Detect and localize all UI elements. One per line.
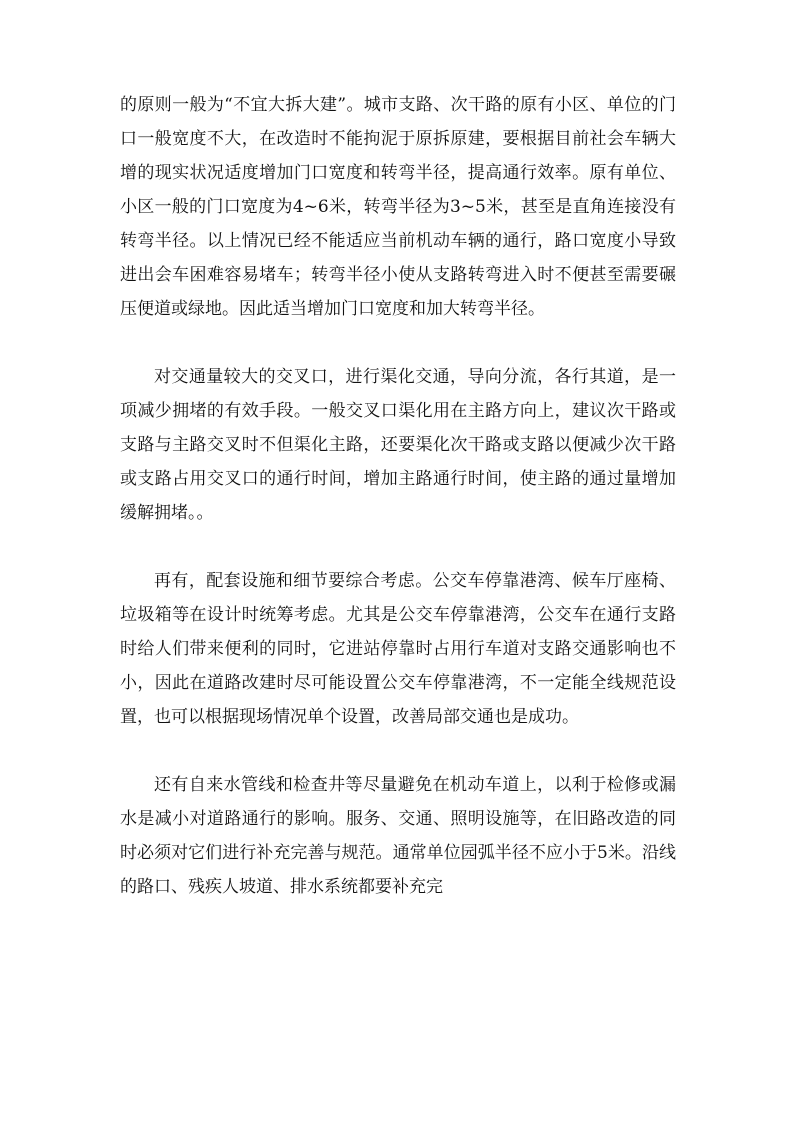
document-body [120, 88, 676, 904]
paragraph-channelization: 对交通量较大的交叉口，进行渠化交通，导向分流，各行其道，是一项减少拥堵的有效手段。一般交叉口渠化用在主路方向上，建议次干路或支路与主路交叉时不但渠化主路，还要渠化次干路或支路以便减少次干路或支路占用交叉口的通行时间，增加主路通行时间，使主路的通过量增加缓解拥堵。。 [120, 367, 676, 523]
paragraph-supporting-facilities: 再有，配套设施和细节要综合考虑。公交车停靠港湾、候车厅座椅、垃圾箱等在设计时统筹考虑。尤其是公交车停靠港湾，公交车在通行支路时给人们带来便利的同时，它进站停靠时占用行车道对支路交通影响也不小，因此在道路改建时尽可能设置公交车停靠港湾，不一定能全线规范设置，也可以根据现场情况单个设置，改善局部交通也是成功。 [120, 571, 676, 727]
paragraph-continuation: 的原则一般为“不宜大拆大建”。城市支路、次干路的原有小区、单位的门口一般宽度不大，在改造时不能拘泥于原拆原建，要根据目前社会车辆大增的现实状况适度增加门口宽度和转弯半径，提高通行效率。原有单位、小区一般的门口宽度为4~6米，转弯半径为3~5米，甚至是直角连接没有转弯半径。以上情况已经不能适应当前机动车辆的通行，路口宽度小导致进出会车困难容易堵车；转弯半径小使从支路转弯进入时不便甚至需要碾压便道或绿地。因此适当增加门口宽度和加大转弯半径。 [120, 95, 676, 319]
paragraph-utilities: 还有自来水管线和检查井等尽量避免在机动车道上，以利于检修或漏水是减小对道路通行的影响。服务、交通、照明设施等，在旧路改造的同时必须对它们进行补充完善与规范。通常单位园弧半径不应小于5米。沿线的路口、残疾人坡道、排水系统都要补充完 [120, 775, 676, 897]
